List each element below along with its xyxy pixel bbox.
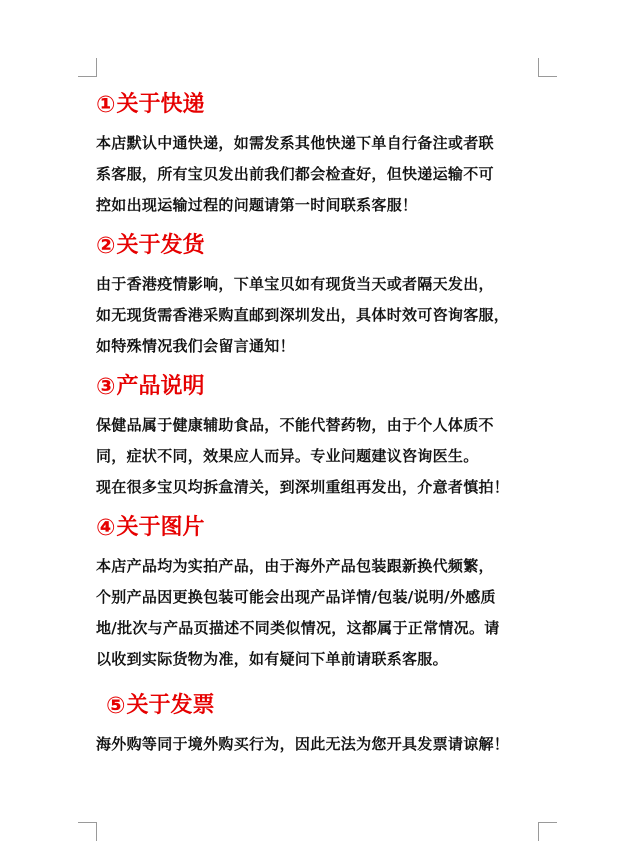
section-product-notes [96, 368, 566, 503]
section-shipping-courier [96, 86, 566, 221]
paragraph-line: 保健品属于健康辅助食品，不能代替药物，由于个人体质不 [96, 416, 494, 434]
section-heading [96, 509, 566, 547]
section-paragraph [96, 729, 566, 760]
circled-number: ④ [96, 515, 116, 541]
circled-number: ③ [96, 374, 116, 400]
section-title-text: 关于图片 [116, 515, 205, 540]
circled-number: ① [96, 92, 116, 118]
corner-mark-bottom-left [78, 822, 97, 841]
paragraph-line: 同，症状不同，效果应人而异。专业问题建议咨询医生。 [96, 447, 479, 465]
section-title-text: 关于发货 [116, 233, 205, 258]
circled-number: ② [96, 233, 116, 259]
paragraph-line: 地/批次与产品页描述不同类似情况，这都属于正常情况。请 [96, 619, 500, 637]
paragraph-line: 以收到实际货物为准，如有疑问下单前请联系客服。 [96, 650, 448, 668]
paragraph-line: 由于香港疫情影响，下单宝贝如有现货当天或者隔天发出， [96, 275, 494, 293]
section-paragraph [96, 128, 566, 221]
circled-number: ⑤ [106, 693, 126, 719]
section-shipping-dispatch [96, 227, 566, 362]
section-invoice [96, 687, 566, 725]
section-heading [96, 86, 566, 124]
section-title-text: 关于发票 [126, 693, 215, 718]
section-title-text: 关于快递 [116, 92, 205, 117]
section-heading [106, 687, 566, 725]
paragraph-line: 如无现货需香港采购直邮到深圳发出，具体时效可咨询客服， [96, 306, 510, 324]
paragraph-line: 个别产品因更换包装可能会出现产品详情/包装/说明/外感质 [96, 588, 496, 606]
corner-mark-bottom-right [538, 822, 557, 841]
paragraph-line: 现在很多宝贝均拆盒清关，到深圳重组再发出，介意者慎拍！ [96, 478, 510, 496]
section-paragraph [96, 551, 566, 675]
paragraph-line: 本店产品均为实拍产品，由于海外产品包装跟新换代频繁， [96, 557, 494, 575]
paragraph-line: 如特殊情况我们会留言通知！ [96, 337, 295, 355]
section-heading [96, 227, 566, 265]
paragraph-line: 海外购等同于境外购买行为，因此无法为您开具发票请谅解！ [96, 735, 510, 753]
section-title-text: 产品说明 [116, 374, 205, 399]
paragraph-line: 本店默认中通快递，如需发系其他快递下单自行备注或者联 [96, 134, 494, 152]
section-paragraph [96, 269, 566, 362]
section-heading [96, 368, 566, 406]
section-pictures [96, 509, 566, 675]
paragraph-line: 系客服，所有宝贝发出前我们都会检查好，但快递运输不可 [96, 165, 494, 183]
section-paragraph [96, 410, 566, 503]
paragraph-line: 控如出现运输过程的问题请第一时间联系客服！ [96, 196, 418, 214]
document-body [96, 84, 566, 760]
corner-mark-top-left [78, 58, 97, 77]
corner-mark-top-right [538, 58, 557, 77]
